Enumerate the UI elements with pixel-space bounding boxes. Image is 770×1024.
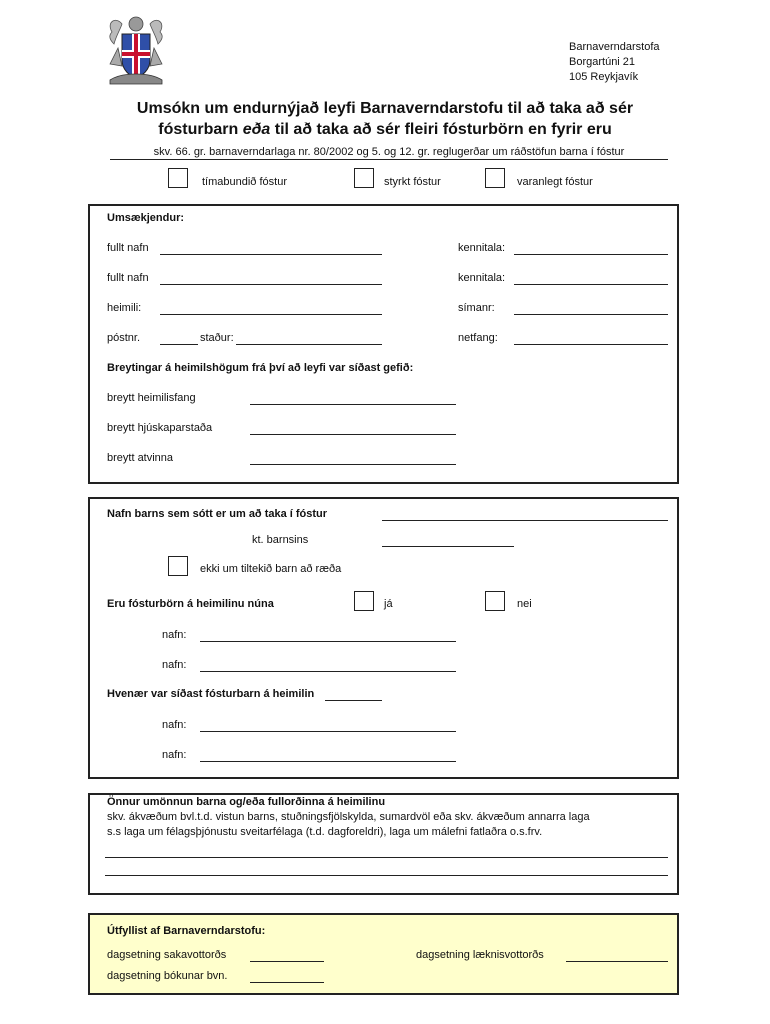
other-care-text-2: s.s laga um félagsþjónustu sveitarfélaga (t.d. dagforeldri), laga um málefni fatlaðra o.s.frv. xyxy=(107,826,543,838)
child-id-field[interactable] xyxy=(382,546,514,547)
label-temporary-foster: tímabundið fóstur xyxy=(202,176,287,188)
id-number-field-2[interactable] xyxy=(514,284,668,285)
place-label: staður: xyxy=(200,332,234,344)
applicants-heading: Umsækjendur: xyxy=(107,212,185,224)
id-number-field-1[interactable] xyxy=(514,254,668,255)
other-care-field-2[interactable] xyxy=(105,875,668,876)
other-care-text-1: skv. ákvæðum bvl.t.d. vistun barns, stuðningsfjölskylda, sumardvöl eða skv. ákvæðum annarra laga xyxy=(107,811,590,823)
form-title xyxy=(60,98,710,140)
child-name-label: Nafn barns sem sótt er um að taka í fóstur xyxy=(107,508,328,520)
full-name-label-2: fullt nafn xyxy=(107,272,149,284)
medical-date-label: dagsetning læknisvottorðs xyxy=(416,949,544,961)
yes-label: já xyxy=(384,598,393,610)
place-field[interactable] xyxy=(236,344,382,345)
address-line: Borgartúni 21 xyxy=(569,56,636,68)
title-part: til að taka að sér fleiri fósturbörn en fyrir eru xyxy=(270,121,612,138)
checkbox-no[interactable] xyxy=(485,591,505,611)
changed-job-label: breytt atvinna xyxy=(107,452,174,464)
changes-heading: Breytingar á heimilshögum frá því að leyfi var síðast gefið: xyxy=(107,362,414,374)
criminal-record-date-label: dagsetning sakavottorðs xyxy=(107,949,227,961)
postcode-label: póstnr. xyxy=(107,332,141,344)
last-foster-name-label-2: nafn: xyxy=(162,749,187,761)
other-care-section xyxy=(88,793,679,895)
office-use-heading: Útfyllist af Barnaverndarstofu: xyxy=(107,925,266,937)
last-foster-name-field-2[interactable] xyxy=(200,761,456,762)
child-name-field[interactable] xyxy=(382,520,668,521)
foster-name-label-2: nafn: xyxy=(162,659,187,671)
foster-name-field-1[interactable] xyxy=(200,641,456,642)
office-address xyxy=(569,40,660,85)
child-id-label: kt. barnsins xyxy=(252,534,309,546)
iceland-coat-of-arms-icon xyxy=(100,14,172,86)
last-foster-name-label-1: nafn: xyxy=(162,719,187,731)
foster-name-field-2[interactable] xyxy=(200,671,456,672)
title-line-1: Umsókn um endurnýjað leyfi Barnaverndarstofu til að taka að sér xyxy=(136,100,634,117)
last-foster-name-field-1[interactable] xyxy=(200,731,456,732)
email-field[interactable] xyxy=(514,344,668,345)
other-care-field-1[interactable] xyxy=(105,857,668,858)
id-number-label-1: kennitala: xyxy=(458,242,506,254)
id-number-label-2: kennitala: xyxy=(458,272,506,284)
home-field[interactable] xyxy=(160,314,382,315)
checkbox-no-specific-child[interactable] xyxy=(168,556,188,576)
changed-job-field[interactable] xyxy=(250,464,456,465)
home-label: heimili: xyxy=(107,302,142,314)
changed-marital-field[interactable] xyxy=(250,434,456,435)
changed-address-field[interactable] xyxy=(250,404,456,405)
criminal-record-date-field[interactable] xyxy=(250,961,324,962)
current-foster-label: Eru fósturbörn á heimilinu núna xyxy=(107,598,274,610)
title-line-2 xyxy=(60,119,710,140)
address-line: Barnaverndarstofa xyxy=(569,41,660,53)
other-care-heading: Önnur umönnun barna og/eða fullorðinna á heimilinu xyxy=(107,796,386,808)
label-supported-foster: styrkt fóstur xyxy=(384,176,441,188)
checkbox-permanent-foster[interactable] xyxy=(485,168,505,188)
phone-field[interactable] xyxy=(514,314,668,315)
foster-name-label-1: nafn: xyxy=(162,629,187,641)
checkbox-temporary-foster[interactable] xyxy=(168,168,188,188)
booking-date-label: dagsetning bókunar bvn. xyxy=(107,970,228,982)
checkbox-yes[interactable] xyxy=(354,591,374,611)
legal-reference: skv. 66. gr. barnaverndarlaga nr. 80/2002 og 5. og 12. gr. reglugerðar um ráðstöfun barna í fóstur xyxy=(110,146,668,160)
no-label: nei xyxy=(517,598,532,610)
changed-address-label: breytt heimilisfang xyxy=(107,392,196,404)
no-specific-child-label: ekki um tiltekið barn að ræða xyxy=(200,563,342,575)
address-line: 105 Reykjavík xyxy=(569,71,639,83)
phone-label: símanr: xyxy=(458,302,495,314)
booking-date-field[interactable] xyxy=(250,982,324,983)
label-permanent-foster: varanlegt fóstur xyxy=(517,176,593,188)
title-part: fósturbarn xyxy=(158,121,243,138)
last-foster-label: Hvenær var síðast fósturbarn á heimilin xyxy=(107,688,315,700)
postcode-field[interactable] xyxy=(160,344,198,345)
last-foster-field[interactable] xyxy=(325,700,382,701)
full-name-field-2[interactable] xyxy=(160,284,382,285)
title-emphasis: eða xyxy=(242,121,271,138)
full-name-field-1[interactable] xyxy=(160,254,382,255)
changed-marital-label: breytt hjúskaparstaða xyxy=(107,422,213,434)
email-label: netfang: xyxy=(458,332,498,344)
checkbox-supported-foster[interactable] xyxy=(354,168,374,188)
medical-date-field[interactable] xyxy=(566,961,668,962)
full-name-label-1: fullt nafn xyxy=(107,242,149,254)
